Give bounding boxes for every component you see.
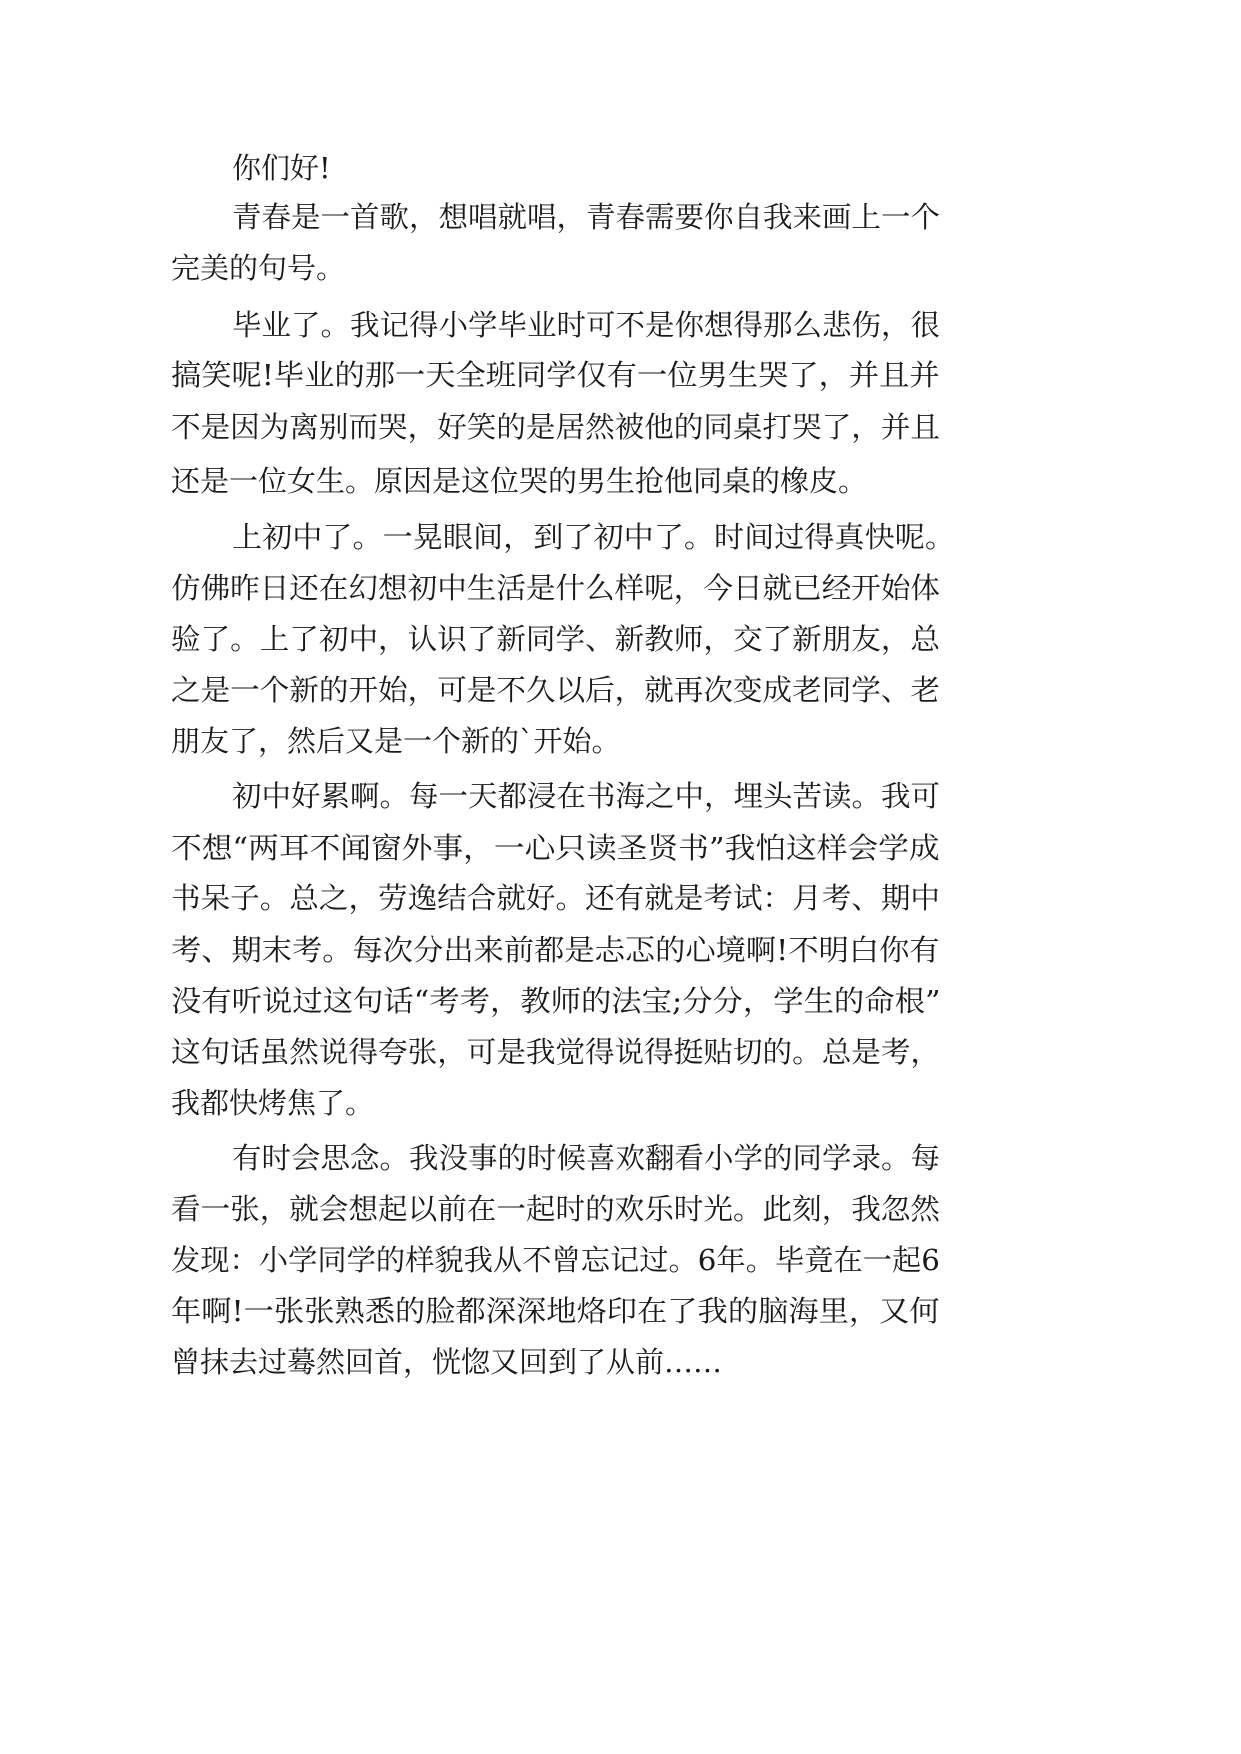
text-line: 仿佛昨日还在幻想初中生活是什么样呢，今日就已经开始体 [171, 571, 941, 605]
text-line: 验了。上了初中，认识了新同学、新教师，交了新朋友，总 [171, 622, 941, 656]
text-line: 书呆子。总之，劳逸结合就好。还有就是考试：月考、期中 [171, 881, 941, 915]
text-line: 还是一位女生。原因是这位哭的男生抢他同桌的橡皮。 [171, 464, 868, 498]
text-line: 搞笑呢!毕业的那一天全班同学仅有一位男生哭了，并且并 [171, 358, 940, 392]
text-line: 毕业了。我记得小学毕业时可不是你想得那么悲伤，很 [232, 308, 940, 342]
text-line: 年啊!一张张熟悉的脸都深深地烙印在了我的脑海里，又何 [171, 1294, 940, 1328]
text-line: 完美的句号。 [171, 251, 346, 285]
text-line: 之是一个新的开始，可是不久以后，就再次变成老同学、老 [171, 673, 941, 707]
text-line: 上初中了。一晃眼间，到了初中了。时间过得真快呢。 [232, 520, 956, 554]
text-line: 发现：小学同学的样貌我从不曾忘记过。6年。毕竟在一起6 [171, 1243, 940, 1277]
text-line: 这句话虽然说得夸张，可是我觉得说得挺贴切的。总是考， [171, 1035, 941, 1069]
text-line: 看一张，就会想起以前在一起时的欢乐时光。此刻，我忽然 [171, 1192, 941, 1226]
text-line: 初中好累啊。每一天都浸在书海之中，埋头苦读。我可 [232, 779, 940, 813]
text-line: 我都快烤焦了。 [171, 1086, 375, 1120]
text-line: 你们好! [232, 151, 331, 185]
text-line: 没有听说过这句话“考考，教师的法宝;分分，学生的命根” [171, 984, 941, 1018]
text-line: 不是因为离别而哭，好笑的是居然被他的同桌打哭了，并且 [171, 410, 941, 444]
text-line: 曾抹去过蓦然回首，恍惚又回到了从前…… [171, 1345, 723, 1379]
text-line: 不想“两耳不闻窗外事，一心只读圣贤书”我怕这样会学成 [171, 831, 940, 865]
text-line: 青春是一首歌，想唱就唱，青春需要你自我来画上一个 [232, 200, 940, 234]
text-line: 有时会思念。我没事的时候喜欢翻看小学的同学录。每 [232, 1141, 940, 1175]
text-line: 朋友了，然后又是一个新的`开始。 [171, 724, 621, 758]
text-line: 考、期末考。每次分出来前都是忐忑的心境啊!不明白你有 [171, 933, 940, 967]
